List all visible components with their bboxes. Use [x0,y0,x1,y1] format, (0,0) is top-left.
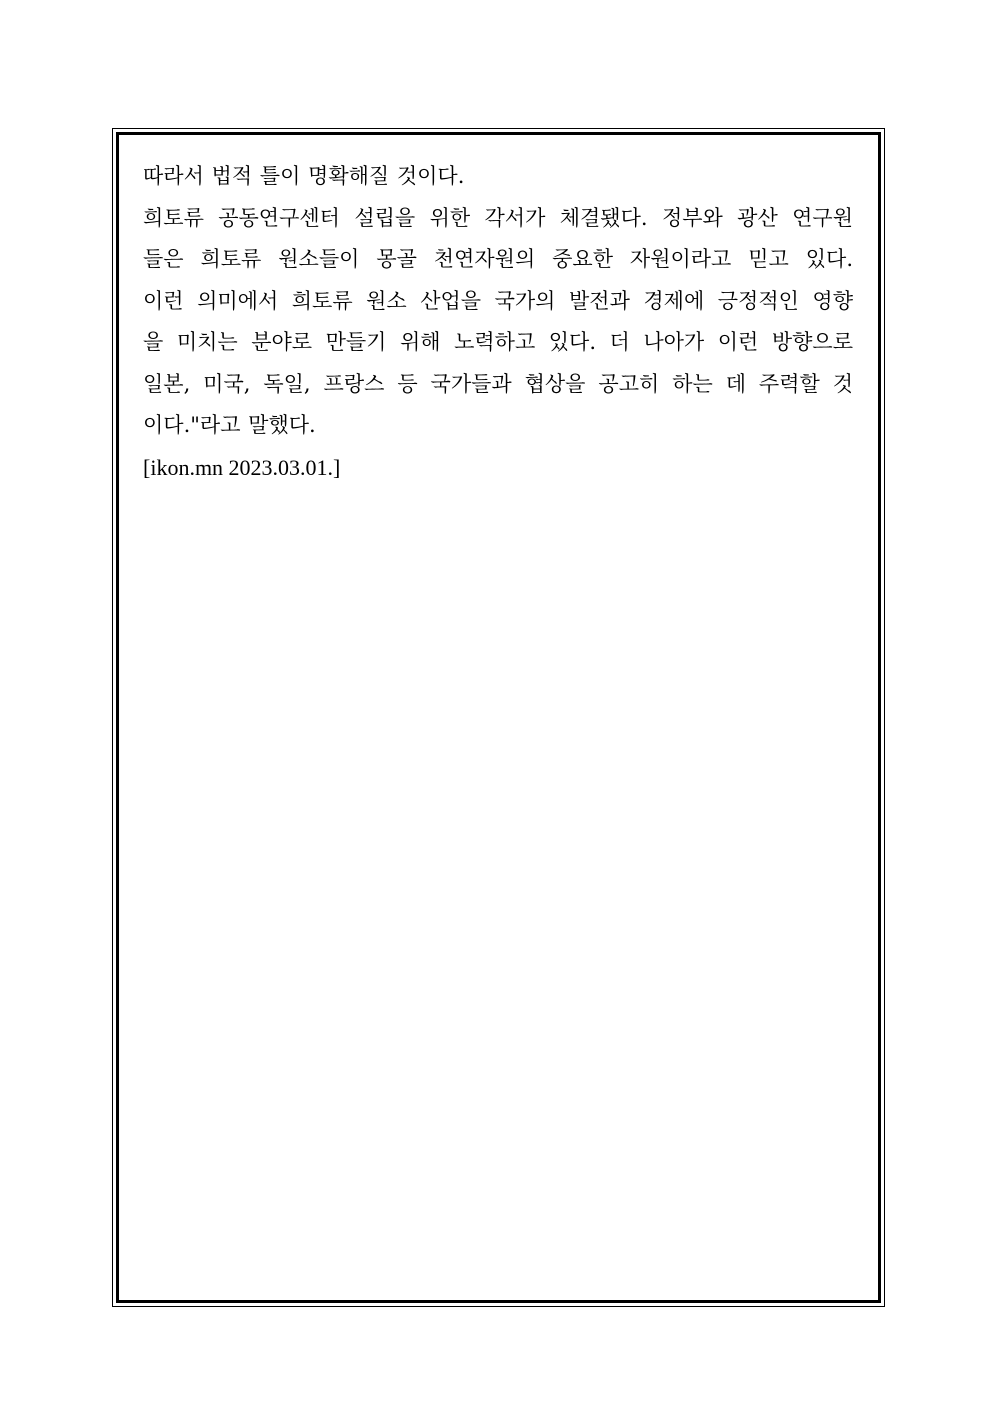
text-line: 들은 희토류 원소들이 몽골 천연자원의 중요한 자원이라고 믿고 있다. [143,247,853,271]
text-line: 일본, 미국, 독일, 프랑스 등 국가들과 협상을 공고히 하는 데 주력할 것 [143,371,853,396]
text-line: 이다."라고 말했다. [143,413,316,437]
text-line: 희토류 공동연구센터 설립을 위한 각서가 체결됐다. 정부와 광산 연구원 [143,205,853,230]
text-line: 따라서 법적 틀이 명확해질 것이다. [143,164,465,188]
intro-line [143,156,853,198]
text-line: 이런 의미에서 희토류 원소 산업을 국가의 발전과 경제에 긍정적인 영향 [143,288,853,313]
document-body [143,156,853,488]
text-line: 을 미치는 분야로 만들기 위해 노력하고 있다. 더 나아가 이런 방향으로 [143,330,853,354]
source-citation: [ikon.mn 2023.03.01.] [143,454,341,480]
main-paragraph [143,198,853,447]
